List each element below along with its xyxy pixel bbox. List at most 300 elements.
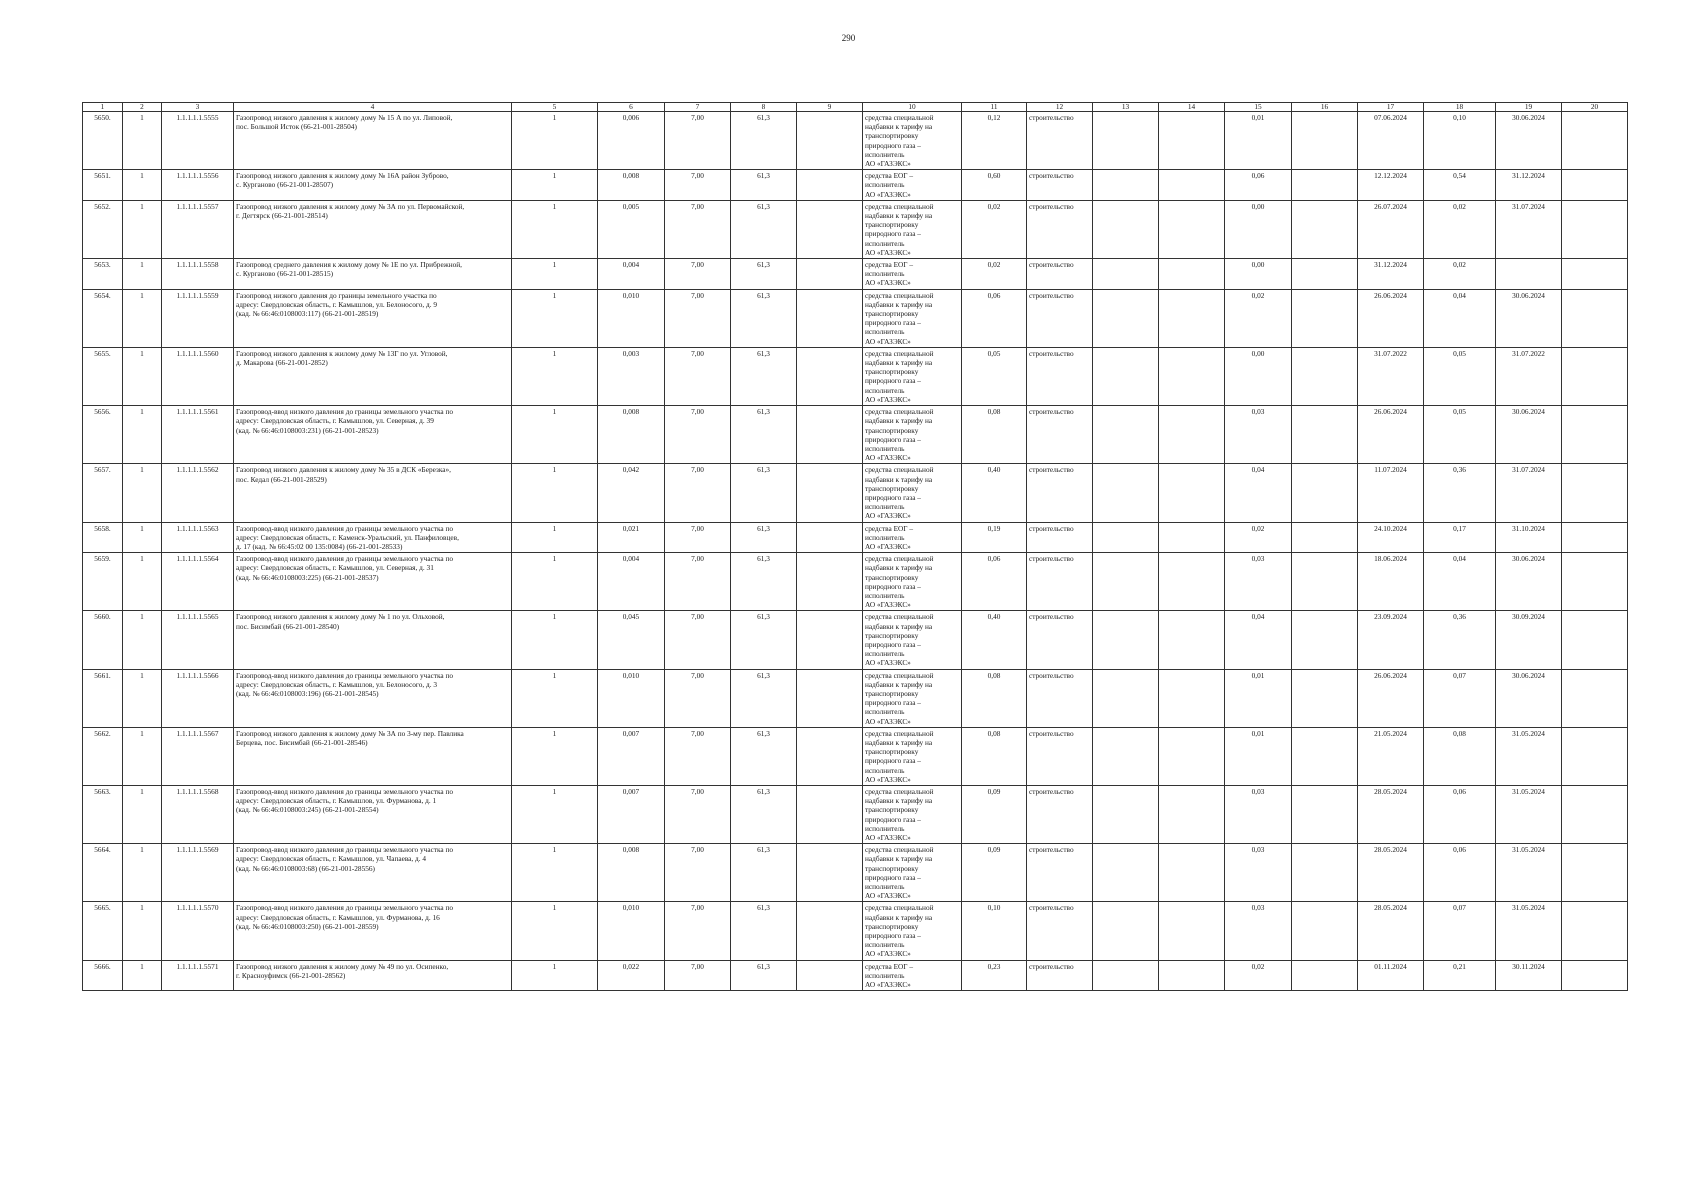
row-number: 5651. xyxy=(83,170,123,201)
cell-14 xyxy=(1159,170,1225,201)
cell-15: 0,00 xyxy=(1225,200,1292,258)
row-number: 5663. xyxy=(83,786,123,844)
cell-20 xyxy=(1562,669,1628,727)
cell-5: 1 xyxy=(512,289,598,347)
object-code: 1.1.1.1.1.5555 xyxy=(162,112,234,170)
funding-source: средства специальной надбавки к тарифу на транспортировку природного газа – исполнитель АО «ГАЗЭКС» xyxy=(863,727,962,785)
cell-9 xyxy=(797,960,863,991)
cell-20 xyxy=(1562,464,1628,522)
object-code: 1.1.1.1.1.5566 xyxy=(162,669,234,727)
cell-6: 0,004 xyxy=(598,553,665,611)
cell-16 xyxy=(1292,112,1358,170)
cell-18: 0,02 xyxy=(1424,200,1496,258)
cell-2: 1 xyxy=(123,669,162,727)
cell-16 xyxy=(1292,960,1358,991)
object-name: Газопровод низкого давления к жилому дому № 3А по 3-му пер. Павлика Берцева, пос. Бисимбай (66-21-001-28546) xyxy=(234,727,512,785)
column-header-4: 4 xyxy=(234,103,512,112)
cell-2: 1 xyxy=(123,170,162,201)
cell-11: 0,09 xyxy=(962,844,1027,902)
cell-9 xyxy=(797,669,863,727)
cell-18: 0,10 xyxy=(1424,112,1496,170)
cell-5: 1 xyxy=(512,669,598,727)
table-row xyxy=(83,289,1628,347)
cell-6: 0,010 xyxy=(598,902,665,960)
cell-14 xyxy=(1159,347,1225,405)
object-name: Газопровод низкого давления к жилому дому № 3А по ул. Первомайской, г. Дегтярск (66-21-001-28514) xyxy=(234,200,512,258)
table-row xyxy=(83,259,1628,290)
cell-6: 0,008 xyxy=(598,406,665,464)
cell-11: 0,02 xyxy=(962,259,1027,290)
cell-6: 0,003 xyxy=(598,347,665,405)
cell-18: 0,05 xyxy=(1424,406,1496,464)
cell-8: 61,3 xyxy=(731,406,797,464)
cell-13 xyxy=(1093,669,1159,727)
cell-14 xyxy=(1159,553,1225,611)
table-row xyxy=(83,522,1628,553)
cell-11: 0,06 xyxy=(962,553,1027,611)
object-code: 1.1.1.1.1.5563 xyxy=(162,522,234,553)
cell-20 xyxy=(1562,259,1628,290)
cell-2: 1 xyxy=(123,960,162,991)
cell-14 xyxy=(1159,406,1225,464)
work-type: строительство xyxy=(1027,786,1093,844)
cell-9 xyxy=(797,553,863,611)
object-code: 1.1.1.1.1.5564 xyxy=(162,553,234,611)
row-number: 5665. xyxy=(83,902,123,960)
cell-18: 0,36 xyxy=(1424,611,1496,669)
object-code: 1.1.1.1.1.5565 xyxy=(162,611,234,669)
table-row xyxy=(83,727,1628,785)
cell-13 xyxy=(1093,553,1159,611)
cell-2: 1 xyxy=(123,259,162,290)
row-number: 5656. xyxy=(83,406,123,464)
cell-8: 61,3 xyxy=(731,112,797,170)
cell-6: 0,042 xyxy=(598,464,665,522)
cell-16 xyxy=(1292,406,1358,464)
cell-2: 1 xyxy=(123,522,162,553)
cell-14 xyxy=(1159,844,1225,902)
row-number: 5660. xyxy=(83,611,123,669)
end-date: 31.12.2024 xyxy=(1496,170,1562,201)
cell-11: 0,23 xyxy=(962,960,1027,991)
cell-6: 0,005 xyxy=(598,200,665,258)
cell-15: 0,04 xyxy=(1225,464,1292,522)
object-name: Газопровод низкого давления к жилому дому № 16А район Зуброво, с. Курганово (66-21-001-28507) xyxy=(234,170,512,201)
cell-11: 0,60 xyxy=(962,170,1027,201)
cell-20 xyxy=(1562,170,1628,201)
object-code: 1.1.1.1.1.5559 xyxy=(162,289,234,347)
funding-source: средства специальной надбавки к тарифу на транспортировку природного газа – исполнитель АО «ГАЗЭКС» xyxy=(863,112,962,170)
cell-14 xyxy=(1159,669,1225,727)
object-code: 1.1.1.1.1.5567 xyxy=(162,727,234,785)
column-header-1: 1 xyxy=(83,103,123,112)
table-row xyxy=(83,347,1628,405)
cell-13 xyxy=(1093,902,1159,960)
funding-source: средства специальной надбавки к тарифу на транспортировку природного газа – исполнитель АО «ГАЗЭКС» xyxy=(863,902,962,960)
cell-14 xyxy=(1159,902,1225,960)
table-row xyxy=(83,170,1628,201)
work-type: строительство xyxy=(1027,902,1093,960)
cell-7: 7,00 xyxy=(665,611,731,669)
funding-source: средства специальной надбавки к тарифу на транспортировку природного газа – исполнитель АО «ГАЗЭКС» xyxy=(863,200,962,258)
cell-14 xyxy=(1159,200,1225,258)
object-code: 1.1.1.1.1.5571 xyxy=(162,960,234,991)
object-name: Газопровод среднего давления к жилому дому № 1Е по ул. Прибрежной, с. Курганово (66-21-001-28515) xyxy=(234,259,512,290)
cell-11: 0,12 xyxy=(962,112,1027,170)
cell-15: 0,03 xyxy=(1225,786,1292,844)
cell-6: 0,010 xyxy=(598,669,665,727)
end-date xyxy=(1496,259,1562,290)
cell-7: 7,00 xyxy=(665,464,731,522)
object-code: 1.1.1.1.1.5569 xyxy=(162,844,234,902)
end-date: 31.05.2024 xyxy=(1496,786,1562,844)
work-type: строительство xyxy=(1027,200,1093,258)
end-date: 31.10.2024 xyxy=(1496,522,1562,553)
cell-9 xyxy=(797,406,863,464)
cell-8: 61,3 xyxy=(731,347,797,405)
object-code: 1.1.1.1.1.5557 xyxy=(162,200,234,258)
table-row xyxy=(83,611,1628,669)
cell-18: 0,04 xyxy=(1424,553,1496,611)
cell-11: 0,40 xyxy=(962,611,1027,669)
cell-16 xyxy=(1292,347,1358,405)
cell-5: 1 xyxy=(512,844,598,902)
cell-13 xyxy=(1093,259,1159,290)
cell-7: 7,00 xyxy=(665,112,731,170)
cell-7: 7,00 xyxy=(665,786,731,844)
end-date: 31.07.2024 xyxy=(1496,464,1562,522)
cell-15: 0,06 xyxy=(1225,170,1292,201)
table-row xyxy=(83,464,1628,522)
cell-7: 7,00 xyxy=(665,259,731,290)
cell-18: 0,04 xyxy=(1424,289,1496,347)
cell-8: 61,3 xyxy=(731,786,797,844)
cell-2: 1 xyxy=(123,347,162,405)
cell-20 xyxy=(1562,347,1628,405)
cell-7: 7,00 xyxy=(665,727,731,785)
cell-15: 0,03 xyxy=(1225,902,1292,960)
cell-16 xyxy=(1292,844,1358,902)
cell-11: 0,02 xyxy=(962,200,1027,258)
work-type: строительство xyxy=(1027,960,1093,991)
cell-15: 0,03 xyxy=(1225,844,1292,902)
start-date: 26.06.2024 xyxy=(1358,669,1424,727)
cell-6: 0,045 xyxy=(598,611,665,669)
start-date: 01.11.2024 xyxy=(1358,960,1424,991)
cell-16 xyxy=(1292,786,1358,844)
object-name: Газопровод-ввод низкого давления до границы земельного участка по адресу: Свердловская область, г. Камышлов, ул. Белоносого, д. 3 (кад. № 66:46:0108003:196) (66-21-001-28545) xyxy=(234,669,512,727)
column-header-18: 18 xyxy=(1424,103,1496,112)
cell-13 xyxy=(1093,406,1159,464)
start-date: 11.07.2024 xyxy=(1358,464,1424,522)
cell-14 xyxy=(1159,112,1225,170)
cell-8: 61,3 xyxy=(731,902,797,960)
cell-6: 0,008 xyxy=(598,844,665,902)
cell-20 xyxy=(1562,902,1628,960)
cell-11: 0,06 xyxy=(962,289,1027,347)
cell-20 xyxy=(1562,727,1628,785)
table-row xyxy=(83,902,1628,960)
cell-5: 1 xyxy=(512,611,598,669)
cell-11: 0,05 xyxy=(962,347,1027,405)
cell-15: 0,02 xyxy=(1225,960,1292,991)
work-type: строительство xyxy=(1027,289,1093,347)
start-date: 28.05.2024 xyxy=(1358,902,1424,960)
cell-18: 0,07 xyxy=(1424,669,1496,727)
column-header-14: 14 xyxy=(1159,103,1225,112)
funding-source: средства специальной надбавки к тарифу на транспортировку природного газа – исполнитель АО «ГАЗЭКС» xyxy=(863,786,962,844)
page-number: 290 xyxy=(841,33,856,43)
cell-7: 7,00 xyxy=(665,902,731,960)
cell-8: 61,3 xyxy=(731,289,797,347)
cell-8: 61,3 xyxy=(731,611,797,669)
cell-13 xyxy=(1093,611,1159,669)
start-date: 31.07.2022 xyxy=(1358,347,1424,405)
table-row xyxy=(83,553,1628,611)
cell-11: 0,40 xyxy=(962,464,1027,522)
object-code: 1.1.1.1.1.5556 xyxy=(162,170,234,201)
object-code: 1.1.1.1.1.5558 xyxy=(162,259,234,290)
cell-13 xyxy=(1093,200,1159,258)
object-name: Газопровод-ввод низкого давления до границы земельного участка по адресу: Свердловская область, г. Камышлов, ул. Северная, д. 31 (кад. № 66:46:0108003:225) (66-21-001-28537) xyxy=(234,553,512,611)
column-header-16: 16 xyxy=(1292,103,1358,112)
cell-14 xyxy=(1159,786,1225,844)
cell-9 xyxy=(797,170,863,201)
cell-9 xyxy=(797,786,863,844)
cell-20 xyxy=(1562,960,1628,991)
cell-5: 1 xyxy=(512,902,598,960)
cell-6: 0,021 xyxy=(598,522,665,553)
cell-7: 7,00 xyxy=(665,289,731,347)
cell-7: 7,00 xyxy=(665,200,731,258)
cell-20 xyxy=(1562,611,1628,669)
start-date: 28.05.2024 xyxy=(1358,844,1424,902)
object-name: Газопровод низкого давления к жилому дому № 35 в ДСК «Березка», пос. Кедал (66-21-001-28529) xyxy=(234,464,512,522)
cell-18: 0,21 xyxy=(1424,960,1496,991)
funding-source: средства ЕОГ – исполнитель АО «ГАЗЭКС» xyxy=(863,259,962,290)
object-name: Газопровод низкого давления к жилому дому № 1 по ул. Ольховой, пос. Бисимбай (66-21-001-28540) xyxy=(234,611,512,669)
cell-9 xyxy=(797,611,863,669)
funding-source: средства специальной надбавки к тарифу на транспортировку природного газа – исполнитель АО «ГАЗЭКС» xyxy=(863,289,962,347)
object-name: Газопровод низкого давления к жилому дому № 49 по ул. Осипенко, г. Красноуфимск (66-21-001-28562) xyxy=(234,960,512,991)
cell-8: 61,3 xyxy=(731,170,797,201)
start-date: 21.05.2024 xyxy=(1358,727,1424,785)
cell-14 xyxy=(1159,727,1225,785)
cell-2: 1 xyxy=(123,200,162,258)
cell-8: 61,3 xyxy=(731,727,797,785)
cell-7: 7,00 xyxy=(665,669,731,727)
cell-14 xyxy=(1159,611,1225,669)
cell-16 xyxy=(1292,611,1358,669)
end-date: 31.07.2024 xyxy=(1496,200,1562,258)
table-row xyxy=(83,960,1628,991)
cell-15: 0,00 xyxy=(1225,347,1292,405)
cell-6: 0,006 xyxy=(598,112,665,170)
object-name: Газопровод низкого давления к жилому дому № 13Г по ул. Угловой, д. Макарова (66-21-001-2852) xyxy=(234,347,512,405)
start-date: 26.06.2024 xyxy=(1358,406,1424,464)
cell-9 xyxy=(797,347,863,405)
column-header-11: 11 xyxy=(962,103,1027,112)
cell-2: 1 xyxy=(123,289,162,347)
cell-13 xyxy=(1093,347,1159,405)
object-name: Газопровод-ввод низкого давления до границы земельного участка по адресу: Свердловская область, г. Каменск-Уральский, ул. Панфиловцев, д. 17 (кад. № 66:45:02 00 135:0084) (66-21-001-28533) xyxy=(234,522,512,553)
cell-15: 0,02 xyxy=(1225,522,1292,553)
cell-15: 0,03 xyxy=(1225,553,1292,611)
start-date: 28.05.2024 xyxy=(1358,786,1424,844)
cell-5: 1 xyxy=(512,786,598,844)
cell-7: 7,00 xyxy=(665,170,731,201)
cell-20 xyxy=(1562,786,1628,844)
cell-2: 1 xyxy=(123,406,162,464)
cell-8: 61,3 xyxy=(731,553,797,611)
cell-15: 0,00 xyxy=(1225,259,1292,290)
end-date: 31.07.2022 xyxy=(1496,347,1562,405)
cell-6: 0,022 xyxy=(598,960,665,991)
start-date: 23.09.2024 xyxy=(1358,611,1424,669)
cell-15: 0,01 xyxy=(1225,727,1292,785)
cell-15: 0,01 xyxy=(1225,112,1292,170)
cell-7: 7,00 xyxy=(665,960,731,991)
cell-15: 0,02 xyxy=(1225,289,1292,347)
object-name: Газопровод низкого давления к жилому дому № 15 А по ул. Липовой, пос. Большой Исток (66-21-001-28504) xyxy=(234,112,512,170)
cell-9 xyxy=(797,844,863,902)
cell-13 xyxy=(1093,112,1159,170)
cell-2: 1 xyxy=(123,902,162,960)
cell-14 xyxy=(1159,289,1225,347)
cell-9 xyxy=(797,464,863,522)
column-header-9: 9 xyxy=(797,103,863,112)
cell-5: 1 xyxy=(512,553,598,611)
column-header-6: 6 xyxy=(598,103,665,112)
start-date: 24.10.2024 xyxy=(1358,522,1424,553)
cell-13 xyxy=(1093,727,1159,785)
cell-2: 1 xyxy=(123,844,162,902)
cell-5: 1 xyxy=(512,112,598,170)
cell-13 xyxy=(1093,522,1159,553)
row-number: 5666. xyxy=(83,960,123,991)
cell-16 xyxy=(1292,200,1358,258)
cell-18: 0,36 xyxy=(1424,464,1496,522)
cell-20 xyxy=(1562,844,1628,902)
cell-9 xyxy=(797,112,863,170)
cell-2: 1 xyxy=(123,553,162,611)
object-name: Газопровод-ввод низкого давления до границы земельного участка по адресу: Свердловская область, г. Камышлов, ул. Северная, д. 39 (кад. № 66:46:0108003:231) (66-21-001-28523) xyxy=(234,406,512,464)
column-header-19: 19 xyxy=(1496,103,1562,112)
cell-5: 1 xyxy=(512,259,598,290)
cell-2: 1 xyxy=(123,786,162,844)
start-date: 31.12.2024 xyxy=(1358,259,1424,290)
funding-source: средства специальной надбавки к тарифу на транспортировку природного газа – исполнитель АО «ГАЗЭКС» xyxy=(863,669,962,727)
table-row xyxy=(83,200,1628,258)
cell-7: 7,00 xyxy=(665,406,731,464)
cell-18: 0,06 xyxy=(1424,786,1496,844)
cell-11: 0,08 xyxy=(962,669,1027,727)
funding-source: средства специальной надбавки к тарифу на транспортировку природного газа – исполнитель АО «ГАЗЭКС» xyxy=(863,406,962,464)
cell-6: 0,007 xyxy=(598,786,665,844)
work-type: строительство xyxy=(1027,727,1093,785)
cell-7: 7,00 xyxy=(665,844,731,902)
row-number: 5662. xyxy=(83,727,123,785)
funding-source: средства специальной надбавки к тарифу на транспортировку природного газа – исполнитель АО «ГАЗЭКС» xyxy=(863,347,962,405)
cell-5: 1 xyxy=(512,727,598,785)
end-date: 31.05.2024 xyxy=(1496,727,1562,785)
register-table xyxy=(82,102,1628,991)
column-header-2: 2 xyxy=(123,103,162,112)
cell-11: 0,09 xyxy=(962,786,1027,844)
cell-8: 61,3 xyxy=(731,200,797,258)
cell-8: 61,3 xyxy=(731,960,797,991)
funding-source: средства специальной надбавки к тарифу на транспортировку природного газа – исполнитель АО «ГАЗЭКС» xyxy=(863,464,962,522)
column-number-header-row xyxy=(83,103,1628,112)
cell-18: 0,07 xyxy=(1424,902,1496,960)
object-code: 1.1.1.1.1.5562 xyxy=(162,464,234,522)
cell-8: 61,3 xyxy=(731,259,797,290)
cell-9 xyxy=(797,289,863,347)
cell-9 xyxy=(797,522,863,553)
end-date: 30.06.2024 xyxy=(1496,553,1562,611)
row-number: 5658. xyxy=(83,522,123,553)
work-type: строительство xyxy=(1027,844,1093,902)
cell-13 xyxy=(1093,170,1159,201)
work-type: строительство xyxy=(1027,170,1093,201)
cell-16 xyxy=(1292,170,1358,201)
object-code: 1.1.1.1.1.5560 xyxy=(162,347,234,405)
cell-13 xyxy=(1093,464,1159,522)
cell-16 xyxy=(1292,259,1358,290)
row-number: 5650. xyxy=(83,112,123,170)
object-name: Газопровод-ввод низкого давления до границы земельного участка по адресу: Свердловская область, г. Камышлов, ул. Фурманова, д. 1 (кад. № 66:46:0108003:245) (66-21-001-28554) xyxy=(234,786,512,844)
cell-15: 0,04 xyxy=(1225,611,1292,669)
column-header-10: 10 xyxy=(863,103,962,112)
cell-18: 0,54 xyxy=(1424,170,1496,201)
cell-6: 0,007 xyxy=(598,727,665,785)
cell-5: 1 xyxy=(512,200,598,258)
cell-16 xyxy=(1292,289,1358,347)
work-type: строительство xyxy=(1027,522,1093,553)
cell-2: 1 xyxy=(123,727,162,785)
cell-6: 0,010 xyxy=(598,289,665,347)
cell-16 xyxy=(1292,727,1358,785)
work-type: строительство xyxy=(1027,611,1093,669)
cell-8: 61,3 xyxy=(731,464,797,522)
funding-source: средства ЕОГ – исполнитель АО «ГАЗЭКС» xyxy=(863,960,962,991)
cell-20 xyxy=(1562,406,1628,464)
funding-source: средства специальной надбавки к тарифу на транспортировку природного газа – исполнитель АО «ГАЗЭКС» xyxy=(863,611,962,669)
cell-13 xyxy=(1093,960,1159,991)
column-header-20: 20 xyxy=(1562,103,1628,112)
cell-18: 0,17 xyxy=(1424,522,1496,553)
cell-9 xyxy=(797,727,863,785)
row-number: 5655. xyxy=(83,347,123,405)
work-type: строительство xyxy=(1027,347,1093,405)
cell-14 xyxy=(1159,522,1225,553)
cell-14 xyxy=(1159,259,1225,290)
table-row xyxy=(83,669,1628,727)
object-name: Газопровод низкого давления до границы земельного участка по адресу: Свердловская область, г. Камышлов, ул. Белоносого, д. 9 (кад. № 66:46:0108003:117) (66-21-001-28519) xyxy=(234,289,512,347)
cell-20 xyxy=(1562,289,1628,347)
row-number: 5653. xyxy=(83,259,123,290)
table-row xyxy=(83,112,1628,170)
cell-16 xyxy=(1292,902,1358,960)
cell-16 xyxy=(1292,464,1358,522)
cell-7: 7,00 xyxy=(665,553,731,611)
cell-20 xyxy=(1562,200,1628,258)
table-row xyxy=(83,786,1628,844)
cell-9 xyxy=(797,902,863,960)
cell-7: 7,00 xyxy=(665,347,731,405)
table-row xyxy=(83,844,1628,902)
work-type: строительство xyxy=(1027,259,1093,290)
